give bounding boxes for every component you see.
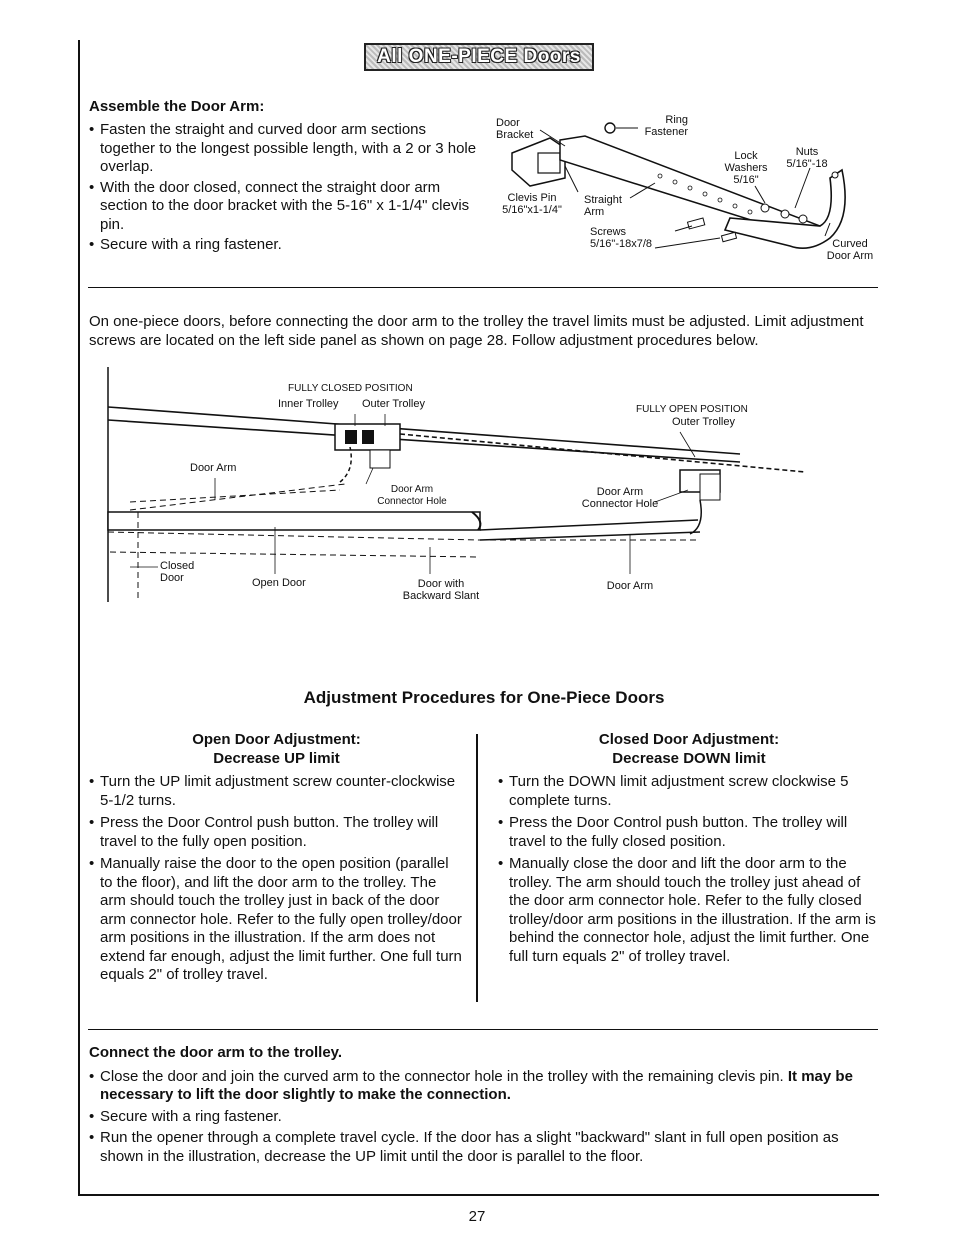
- assemble-list: [89, 121, 479, 255]
- list-item: • Press the Door Control push button. The trolley will travel to the fully open position.: [89, 814, 464, 851]
- label-fully-open: FULLY OPEN POSITION: [636, 404, 748, 415]
- label-straight-arm: Straight Arm: [584, 194, 622, 218]
- list-item: [89, 1068, 879, 1105]
- section-divider-top: [88, 287, 878, 288]
- column-divider: [476, 734, 478, 1002]
- label-door-arm: Door Arm: [190, 462, 237, 474]
- bottom-rule: [78, 1194, 879, 1196]
- list-item: • Manually raise the door to the open position (parallel to the floor), and lift the door arm to the trolley. The arm should touch the trolley just in back of the door arm connector hole. Refer to the fully open trolley/door arm positions in the illustration. If the arm does not extend far enough, adjust the limit further. One full turn equals 2" of trolley travel.: [89, 855, 464, 985]
- closed-adjustment-list: [498, 773, 880, 966]
- label-backward-slant: Door with Backward Slant: [402, 578, 480, 602]
- label-closed-door: Closed Door: [160, 560, 195, 584]
- trolley-illustration: [100, 362, 820, 612]
- label-clevis-pin: Clevis Pin 5/16"x1-1/4": [502, 192, 562, 216]
- assemble-section: [89, 98, 479, 255]
- open-adjustment: [89, 731, 464, 985]
- intro-paragraph: On one-piece doors, before connecting the door arm to the trolley the travel limits must be adjusted. Limit adjustment screws are located on the left side panel as shown on page 28. Follow adjustment procedures below.: [89, 313, 864, 349]
- label-lock-washers: Lock Washers 5/16": [724, 150, 768, 186]
- closed-adjustment-subtitle: Decrease DOWN limit: [612, 749, 766, 767]
- list-item: • Turn the UP limit adjustment screw counter-clockwise 5-1/2 turns.: [89, 773, 464, 810]
- label-fully-closed: FULLY CLOSED POSITION: [288, 383, 413, 394]
- list-item: • With the door closed, connect the straight door arm section to the door bracket with the 5-16" x 1-1/4" clevis pin.: [89, 179, 479, 235]
- page-number: 27: [468, 1208, 486, 1225]
- door-arm-diagram: [490, 108, 890, 268]
- list-item: • Fasten the straight and curved door arm sections together to the longest possible length, with a 2 or 3 hole overlap.: [89, 121, 479, 177]
- connect-heading: Connect the door arm to the trolley.: [89, 1044, 343, 1061]
- open-adjustment-subtitle: Decrease UP limit: [213, 749, 340, 767]
- label-curved-arm: Curved Door Arm: [826, 238, 874, 262]
- label-connector-hole-closed: Door Arm Connector Hole: [377, 484, 447, 507]
- label-connector-hole-open: Door Arm Connector Hole: [581, 486, 659, 510]
- section-divider-bottom: [88, 1029, 878, 1030]
- label-door-arm-open: Door Arm: [606, 580, 654, 592]
- assemble-heading: Assemble the Door Arm:: [89, 98, 265, 115]
- label-outer-trolley: Outer Trolley: [362, 398, 425, 410]
- connect-section: [89, 1044, 879, 1166]
- section-banner: [364, 43, 594, 71]
- connect-list: [89, 1068, 879, 1167]
- procedures-title: Adjustment Procedures for One-Piece Doors: [303, 688, 665, 707]
- list-item: • Secure with a ring fastener.: [89, 236, 479, 255]
- list-item: • Manually close the door and lift the door arm to the trolley. The arm should touch the trolley just ahead of the door arm connector hole. Refer to the fully closed trolley/door arm positions in the illustration. If the arm is behind the connector hole, adjust the limit further. One full turn equals 2" of trolley travel.: [498, 855, 880, 966]
- label-open-door: Open Door: [252, 577, 306, 589]
- closed-adjustment-title: Closed Door Adjustment:: [598, 731, 780, 748]
- list-item: • Run the opener through a complete travel cycle. If the door has a slight "backward" slant in full open position as shown in the illustration, decrease the UP limit until the door is parallel to the floor.: [89, 1129, 879, 1166]
- trolley-diagram: [100, 362, 820, 612]
- label-outer-trolley-open: Outer Trolley: [672, 416, 735, 428]
- label-inner-trolley: Inner Trolley: [278, 398, 339, 410]
- label-ring-fastener: Ring Fastener: [644, 114, 688, 138]
- list-item: • Turn the DOWN limit adjustment screw clockwise 5 complete turns.: [498, 773, 880, 810]
- list-item: • Secure with a ring fastener.: [89, 1108, 879, 1127]
- label-screws: Screws 5/16"-18x7/8: [590, 226, 653, 250]
- banner-text: All ONE-PIECE Doors: [377, 46, 581, 67]
- list-item: • Press the Door Control push button. The trolley will travel to the fully closed position.: [498, 814, 880, 851]
- label-nuts: Nuts 5/16"-18: [786, 146, 828, 170]
- open-adjustment-list: [89, 773, 464, 985]
- left-margin-rule: [78, 40, 80, 1196]
- connect-step-1: Close the door and join the curved arm to the connector hole in the trolley with the remaining clevis pin.: [100, 1067, 784, 1085]
- closed-adjustment: [498, 731, 880, 966]
- open-adjustment-title: Open Door Adjustment:: [192, 731, 361, 748]
- label-door-bracket: Door Bracket: [496, 117, 534, 141]
- connect-step-1-note: It may be necessary to lift the door slightly to make the connection.: [100, 1067, 853, 1103]
